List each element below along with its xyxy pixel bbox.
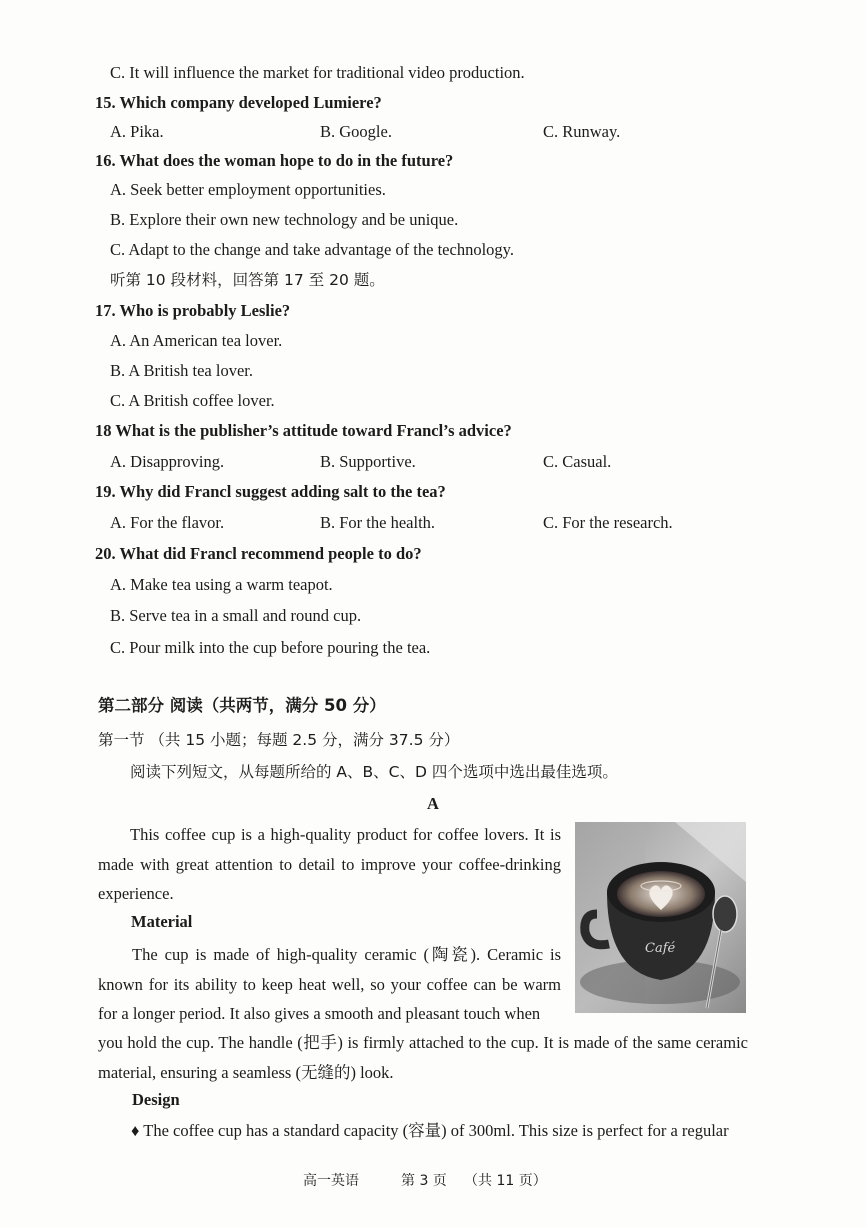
q16-option-a: A. Seek better employment opportunities. xyxy=(110,180,386,199)
q14-option-c: C. It will influence the market for traditional video production. xyxy=(110,63,525,82)
q15-question: 15. Which company developed Lumiere? xyxy=(95,93,382,112)
q17-option-a: A. An American tea lover. xyxy=(110,331,283,350)
q19-question: 19. Why did Francl suggest adding salt to the tea? xyxy=(95,482,446,501)
q15-option-a: A. Pika. xyxy=(110,122,164,141)
q18-option-a: A. Disapproving. xyxy=(110,452,225,471)
footer-page-number: 第 3 页 xyxy=(401,1173,447,1189)
listening-instruction-10: 听第 10 段材料，回答第 17 至 20 题。 xyxy=(110,271,385,289)
q20-option-c: C. Pour milk into the cup before pouring the tea. xyxy=(110,638,431,657)
q18-question: 18 What is the publisher’s attitude toward Francl’s advice? xyxy=(95,421,512,440)
q15-option-c: C. Runway. xyxy=(543,122,621,141)
design-heading: Design xyxy=(132,1090,180,1109)
q19-option-c: C. For the research. xyxy=(543,513,673,532)
q16-option-c: C. Adapt to the change and take advantage of the technology. xyxy=(110,240,514,259)
material-heading: Material xyxy=(131,912,193,931)
q17-option-b: B. A British tea lover. xyxy=(110,361,253,380)
coffee-cup-illustration xyxy=(575,822,746,1013)
q16-question: 16. What does the woman hope to do in the future? xyxy=(95,151,454,170)
q17-question: 17. Who is probably Leslie? xyxy=(95,301,291,320)
passage-label: A xyxy=(427,794,439,813)
footer-subject: 高一英语 xyxy=(303,1173,359,1189)
q17-option-c: C. A British coffee lover. xyxy=(110,391,275,410)
q20-question: 20. What did Francl recommend people to do? xyxy=(95,544,422,563)
part2-title: 第二部分 阅读（共两节，满分 50 分） xyxy=(98,696,386,715)
footer-total-pages: （共 11 页） xyxy=(464,1173,547,1189)
coffee-cup-photo xyxy=(575,822,746,1013)
q20-option-b: B. Serve tea in a small and round cup. xyxy=(110,606,362,625)
q19-option-b: B. For the health. xyxy=(320,513,436,532)
design-text: ♦ The coffee cup has a standard capacity (容量) of 300ml. This size is perfect for a regular xyxy=(131,1121,729,1140)
cup-logo-text: Café xyxy=(645,941,676,956)
material-text-1: The cup is made of high-quality ceramic (陶瓷). Ceramic is known for its ability to keep heat well, so your coffee can be warm for a longer period. It also gives a smooth and pleasant touch when xyxy=(98,945,561,1023)
reading-instruction: 阅读下列短文，从每题所给的 A、B、C、D 四个选项中选出最佳选项。 xyxy=(130,763,618,781)
material-text-2: you hold the cup. The handle (把手) is firmly attached to the cup. It is made of the same ceramic material, ensuring a seamless (无缝的) look. xyxy=(98,1033,748,1082)
q15-option-b: B. Google. xyxy=(320,122,392,141)
q20-option-a: A. Make tea using a warm teapot. xyxy=(110,575,333,594)
passage-intro: This coffee cup is a high-quality product for coffee lovers. It is made with great attention to detail to improve your coffee-drinking experience. xyxy=(98,825,561,903)
q19-option-a: A. For the flavor. xyxy=(110,513,225,532)
q18-option-b: B. Supportive. xyxy=(320,452,416,471)
q18-option-c: C. Casual. xyxy=(543,452,612,471)
section1-title: 第一节 （共 15 小题；每题 2.5 分，满分 37.5 分） xyxy=(98,731,460,749)
q16-option-b: B. Explore their own new technology and be unique. xyxy=(110,210,459,229)
